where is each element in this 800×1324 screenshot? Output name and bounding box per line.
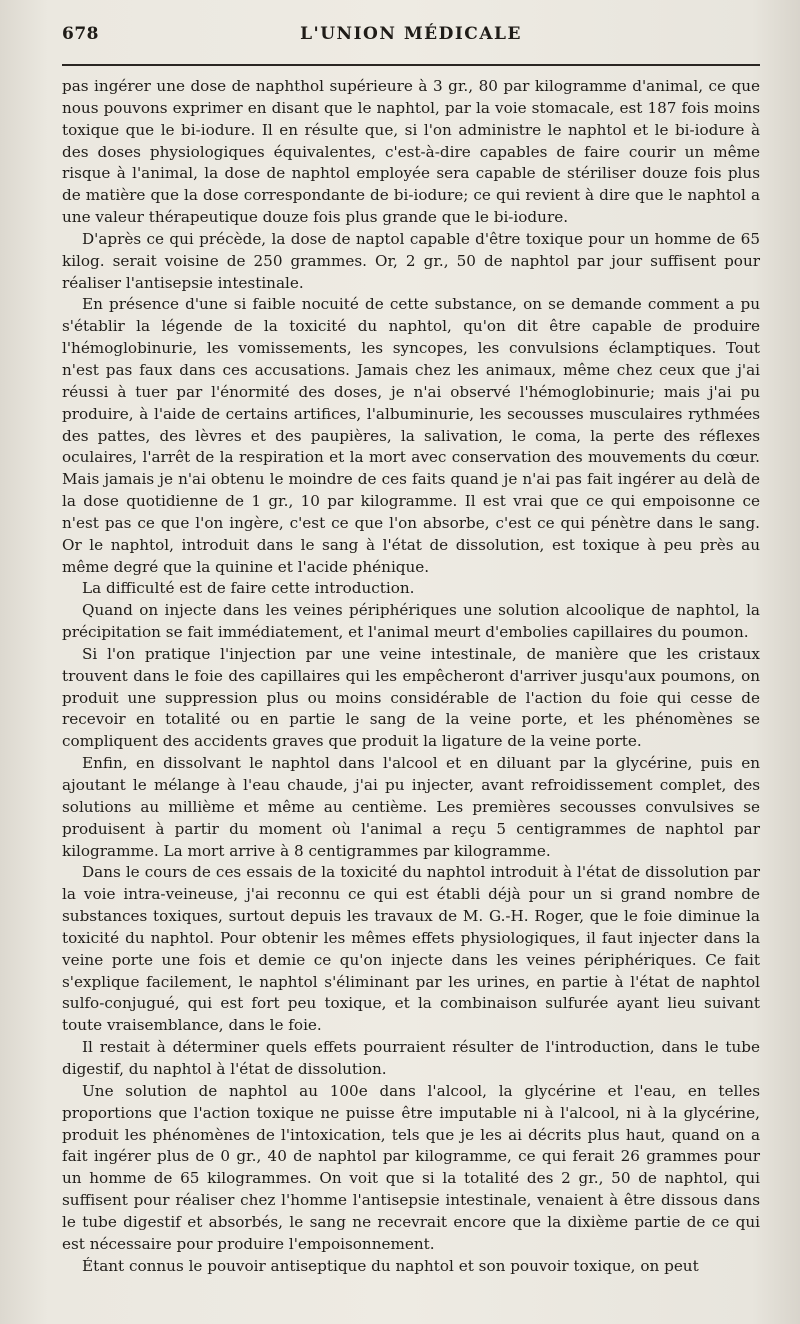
paragraph-4: La difficulté est de faire cette introduction. [82,579,415,598]
paragraph-10: Une solution de naphtol au 100e dans l'alcool, la glycérine et l'eau, en telles proportions que l'action toxique ne puisse être imputable ni à l'alcool, ni à la glycérine, produit les phénomènes de l'intoxication, tels que je les ai décrits plus haut, quand on a fait ingérer plus de 0 gr., 40 de naphtol par kilogramme, ce qui ferait 26 grammes pour un homme de 65 kilogrammes. On voit que si la totalité des 2 gr., 50 de naphtol, qui suffisent pour réaliser chez l'homme l'antisepsie intestinale, venaient à être dissous dans le tube digestif et absorbés, le sang ne recevrait encore que la dixième partie de ce qui est nécessaire pour produire l'empoisonnement. [62,1081,760,1253]
paragraph-9: Il restait à déterminer quels effets pourraient résulter de l'introduction, dans le tube digestif, du naphtol à l'état de dissolution. [62,1038,760,1078]
paragraph-5: Quand on injecte dans les veines périphériques une solution alcoolique de naphtol, la précipitation se fait immédiatement, et l'animal meurt d'embolies capillaires du poumon. [62,601,760,642]
paragraph-8: Dans le cours de ces essais de la toxicité du naphtol introduit à l'état de dissolution par la voie intra-veineuse, j'ai reconnu ce qui est établi déjà pour un si grand nombre de substances toxiques, surtout depuis les travaux de M. G.-H. Roger, que le foie diminue la toxicité du naphtol. Pour obtenir les mêmes effets physiologiques, il faut injecter dans la veine porte une fois et demie ce qu'on injecte dans les veines périphériques. Ce fait s'explique facilement, le naphtol s'éliminant par les urines, en partie à l'état de naphtol sulfo-conjugué, qui est fort peu toxique, et la combinaison sulfurée ayant lieu suivant toute vraisemblance, dans le foie. [62,863,760,1035]
paragraph-11: Étant connus le pouvoir antiseptique du naphtol et son pouvoir toxique, on peut [82,1256,699,1275]
paragraph-1: pas ingérer une dose de naphthol supérieure à 3 gr., 80 par kilogramme d'animal, ce que nous pouvons exprimer en disant que le naphtol, par la voie stomacale, est 187 fois moins toxique que le bi-iodure. Il en résulte que, si l'on administre le naphtol et le bi-iodure à des doses physiologiques équivalentes, c'est-à-dire capables de faire courir un même risque à l'animal, la dose de naphtol employée sera capable de stériliser douze fois plus de matière que la dose correspondante de bi-iodure; ce qui revient à dire que le naphtol a une valeur thérapeutique douze fois plus grande que le bi-iodure. [62,77,760,227]
page-number: 678 [62,24,99,44]
paragraph-6: Si l'on pratique l'injection par une veine intestinale, de manière que les cristaux trouvent dans le foie des capillaires qui les empêcheront d'arriver jusqu'aux poumons, on produit une suppression plus ou moins considérable de l'action du foie qui cesse de recevoir en totalité ou en partie le sang de la veine porte, et les phénomènes se compliquent des accidents graves que produit la ligature de la veine porte. [62,644,760,751]
journal-title: L'UNION MÉDICALE [300,24,522,44]
paragraph-7: Enfin, en dissolvant le naphtol dans l'alcool et en diluant par la glycérine, puis en ajoutant le mélange à l'eau chaude, j'ai pu injecter, avant refroidissement complet, des solutions au millième et même au centième. Les premières secousses convulsives se produisent à partir du moment où l'animal a reçu 5 centigrammes de naphtol par kilogramme. La mort arrive à 8 centigrammes par kilogramme. [62,754,760,860]
paragraph-3: En présence d'une si faible nocuité de cette substance, on se demande comment a pu s'établir la légende de la toxicité du naphtol, qu'on dit être capable de produire l'hémoglobinurie, les vomissements, les syncopes, les convulsions éclamptiques. Tout n'est pas faux dans ces accusations. Jamais chez les animaux, même chez ceux que j'ai réussi à tuer par l'énormité des doses, je n'ai observé l'hémoglobinurie; mais j'ai pu produire, à l'aide de certains artifices, l'albuminurie, les secousses musculaires rythmées des pattes, des lèvres et des paupières, la salivation, le coma, la perte des réflexes oculaires, l'arrêt de la respiration et la mort avec conservation des mouvements du cœur. Mais jamais je n'ai obtenu le moindre de ces faits quand je n'ai pas fait ingérer au delà de la dose quotidienne de 1 gr., 10 par kilogramme. Il est vrai que ce qui empoisonne ce n'est pas ce que l'on ingère, c'est ce que l'on absorbe, c'est ce qui pénètre dans le sang. Or le naphtol, introduit dans le sang à l'état de dissolution, est toxique à peu près au même degré que la quinine et l'acide phénique. [62,295,760,576]
paragraph-2: D'après ce qui précède, la dose de naptol capable d'être toxique pour un homme de 65 kilog. serait voisine de 250 grammes. Or, 2 gr., 50 de naphtol par jour suffisent pour réaliser l'antisepsie intestinale. [62,229,760,292]
page-header [62,22,760,48]
header-rule [62,64,760,66]
article-body [62,76,760,1277]
